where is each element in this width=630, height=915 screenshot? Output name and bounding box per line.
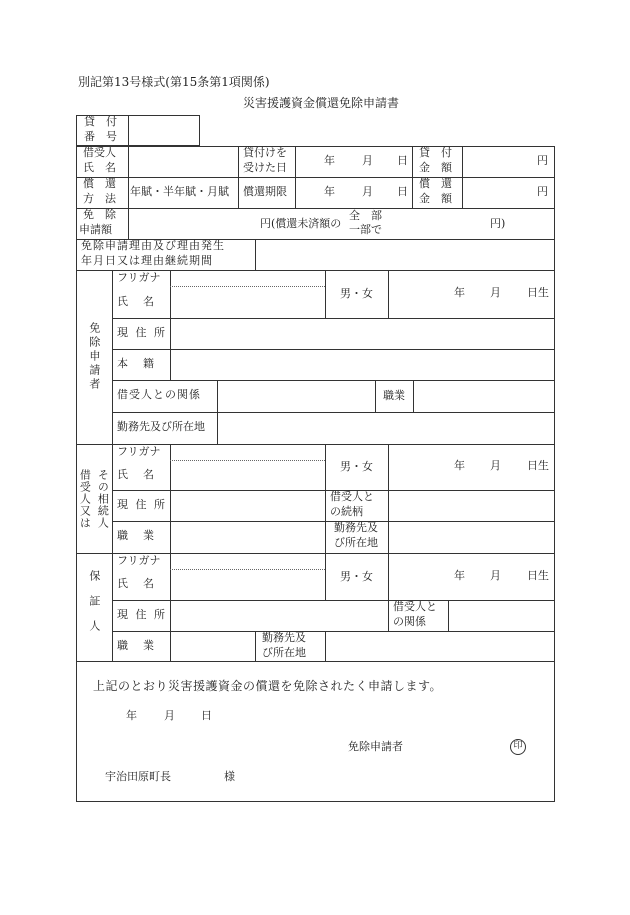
option-all: 全 部 [349, 209, 382, 222]
repay-method-label-1: 償 還 [83, 177, 116, 190]
guarantor-workplace-field[interactable] [326, 632, 554, 660]
repay-amount-field[interactable]: 円 [537, 185, 548, 198]
repay-method-label-2: 方 法 [83, 192, 116, 205]
heir-section-label-a: 借受人又は [78, 468, 92, 529]
exemption-amount-label-2: 申請額 [79, 223, 112, 236]
guarantor-sex-select[interactable]: 男・女 [340, 569, 373, 583]
heir-occupation-label: 職 業 [117, 529, 156, 542]
applicant-birthdate-field[interactable]: 年 月 日生 [454, 286, 549, 299]
applicant-name-label: 氏 名 [117, 295, 156, 308]
applicant-section-label: 免除申請者 [87, 322, 101, 392]
form-title: 災害援護資金償還免除申請書 [243, 96, 400, 110]
borrower-name-label-1: 借受人 [83, 146, 116, 159]
reason-label-2: 年月日又は理由継続期間 [81, 254, 213, 267]
applicant-domicile-field[interactable] [171, 350, 554, 379]
loan-date-label-2: 受けた日 [243, 161, 287, 174]
applicant-furigana-field[interactable] [171, 271, 324, 285]
repay-method-options[interactable]: 年賦・半年賦・月賦 [130, 185, 229, 198]
guarantor-relation-label-1: 借受人と [393, 600, 437, 613]
heir-address-label: 現 住 所 [117, 498, 167, 511]
heir-address-field[interactable] [171, 491, 324, 520]
applicant-sex-select[interactable]: 男・女 [340, 287, 373, 301]
heir-furigana-field[interactable] [171, 445, 324, 459]
loan-date-label-1: 貸付けを [243, 146, 287, 159]
loan-number-label-2: 番 号 [84, 130, 117, 143]
applicant-relation-label: 借受人との関係 [117, 388, 201, 401]
exemption-amount-label-1: 免 除 [83, 208, 116, 221]
exemption-amount-field[interactable]: 円(償還未済額の 全 部 一部で 円) [260, 209, 506, 236]
reason-label-1: 免除申請理由及び理由発生 [81, 239, 225, 252]
heir-workplace-label-1: 勤務先及 [334, 521, 378, 534]
guarantor-relation-field[interactable] [449, 601, 554, 630]
guarantor-birthdate-field[interactable]: 年 月 日生 [454, 569, 549, 582]
guarantor-relation-label-2: の関係 [393, 615, 426, 628]
guarantor-occupation-label: 職 業 [117, 639, 156, 652]
loan-date-field[interactable]: 年 月 日 [324, 154, 408, 167]
loan-amount-field[interactable]: 円 [537, 154, 548, 167]
heir-workplace-field[interactable] [389, 522, 554, 552]
option-part: 一部で [349, 223, 382, 236]
applicant-relation-field[interactable] [218, 381, 374, 411]
applicant-occupation-field[interactable] [414, 381, 554, 411]
declaration-date-field[interactable]: 年 月 日 [126, 709, 212, 722]
repay-amount-label-2: 金 額 [419, 192, 452, 205]
guarantor-address-label: 現 住 所 [117, 608, 167, 621]
applicant-address-label: 現 住 所 [117, 326, 167, 339]
heir-name-label: 氏 名 [117, 468, 156, 481]
declaration-statement: 上記のとおり災害援護資金の償還を免除されたく申請します。 [93, 679, 443, 693]
heir-relation-field[interactable] [389, 491, 554, 520]
guarantor-workplace-label-1: 勤務先及 [262, 631, 306, 644]
form-reference: 別記第13号様式(第15条第1項関係) [78, 75, 270, 89]
declaration-applicant-label: 免除申請者 [348, 740, 403, 753]
heir-birthdate-field[interactable]: 年 月 日生 [454, 459, 549, 472]
applicant-address-field[interactable] [171, 319, 554, 348]
guarantor-name-label: 氏 名 [117, 577, 156, 590]
guarantor-name-field[interactable] [171, 571, 324, 599]
applicant-furigana-label: フリガナ [117, 271, 161, 284]
loan-number-label-1: 貸 付 [84, 115, 117, 128]
loan-amount-label-2: 金 額 [419, 161, 452, 174]
addressee-label: 宇治田原町長 [105, 770, 171, 783]
applicant-domicile-label: 本 籍 [117, 357, 156, 370]
heir-sex-select[interactable]: 男・女 [340, 460, 373, 474]
guarantor-furigana-label: フリガナ [117, 554, 161, 567]
declaration-applicant-signature-field[interactable] [415, 737, 505, 757]
repay-deadline-field[interactable]: 年 月 日 [324, 185, 408, 198]
guarantor-address-field[interactable] [171, 601, 387, 630]
applicant-workplace-label: 勤務先及び所在地 [117, 420, 205, 433]
guarantor-occupation-field[interactable] [171, 632, 254, 660]
heir-occupation-field[interactable] [171, 522, 324, 552]
applicant-workplace-field[interactable] [218, 413, 554, 443]
seal-icon: 印 [510, 739, 526, 755]
loan-number-field[interactable] [129, 116, 199, 145]
guarantor-workplace-label-2: び所在地 [262, 646, 306, 659]
addressee-honorific: 様 [224, 770, 235, 783]
heir-workplace-label-2: び所在地 [334, 536, 378, 549]
loan-amount-label-1: 貸 付 [419, 146, 452, 159]
borrower-name-label-2: 氏 名 [83, 161, 116, 174]
borrower-name-field[interactable] [129, 147, 237, 176]
guarantor-furigana-field[interactable] [171, 554, 324, 568]
guarantor-section-label: 保証人 [87, 569, 101, 645]
heir-relation-label-2: の続柄 [330, 505, 363, 518]
applicant-occupation-label: 職業 [383, 389, 405, 403]
repay-deadline-label: 償還期限 [243, 185, 287, 198]
heir-name-field[interactable] [171, 462, 324, 489]
heir-relation-label-1: 借受人と [330, 490, 374, 503]
repay-amount-label-1: 償 還 [419, 177, 452, 190]
reason-field[interactable] [256, 240, 554, 269]
heir-section-label-b: その相続人 [96, 468, 110, 529]
heir-furigana-label: フリガナ [117, 445, 161, 458]
applicant-name-field[interactable] [171, 288, 324, 317]
